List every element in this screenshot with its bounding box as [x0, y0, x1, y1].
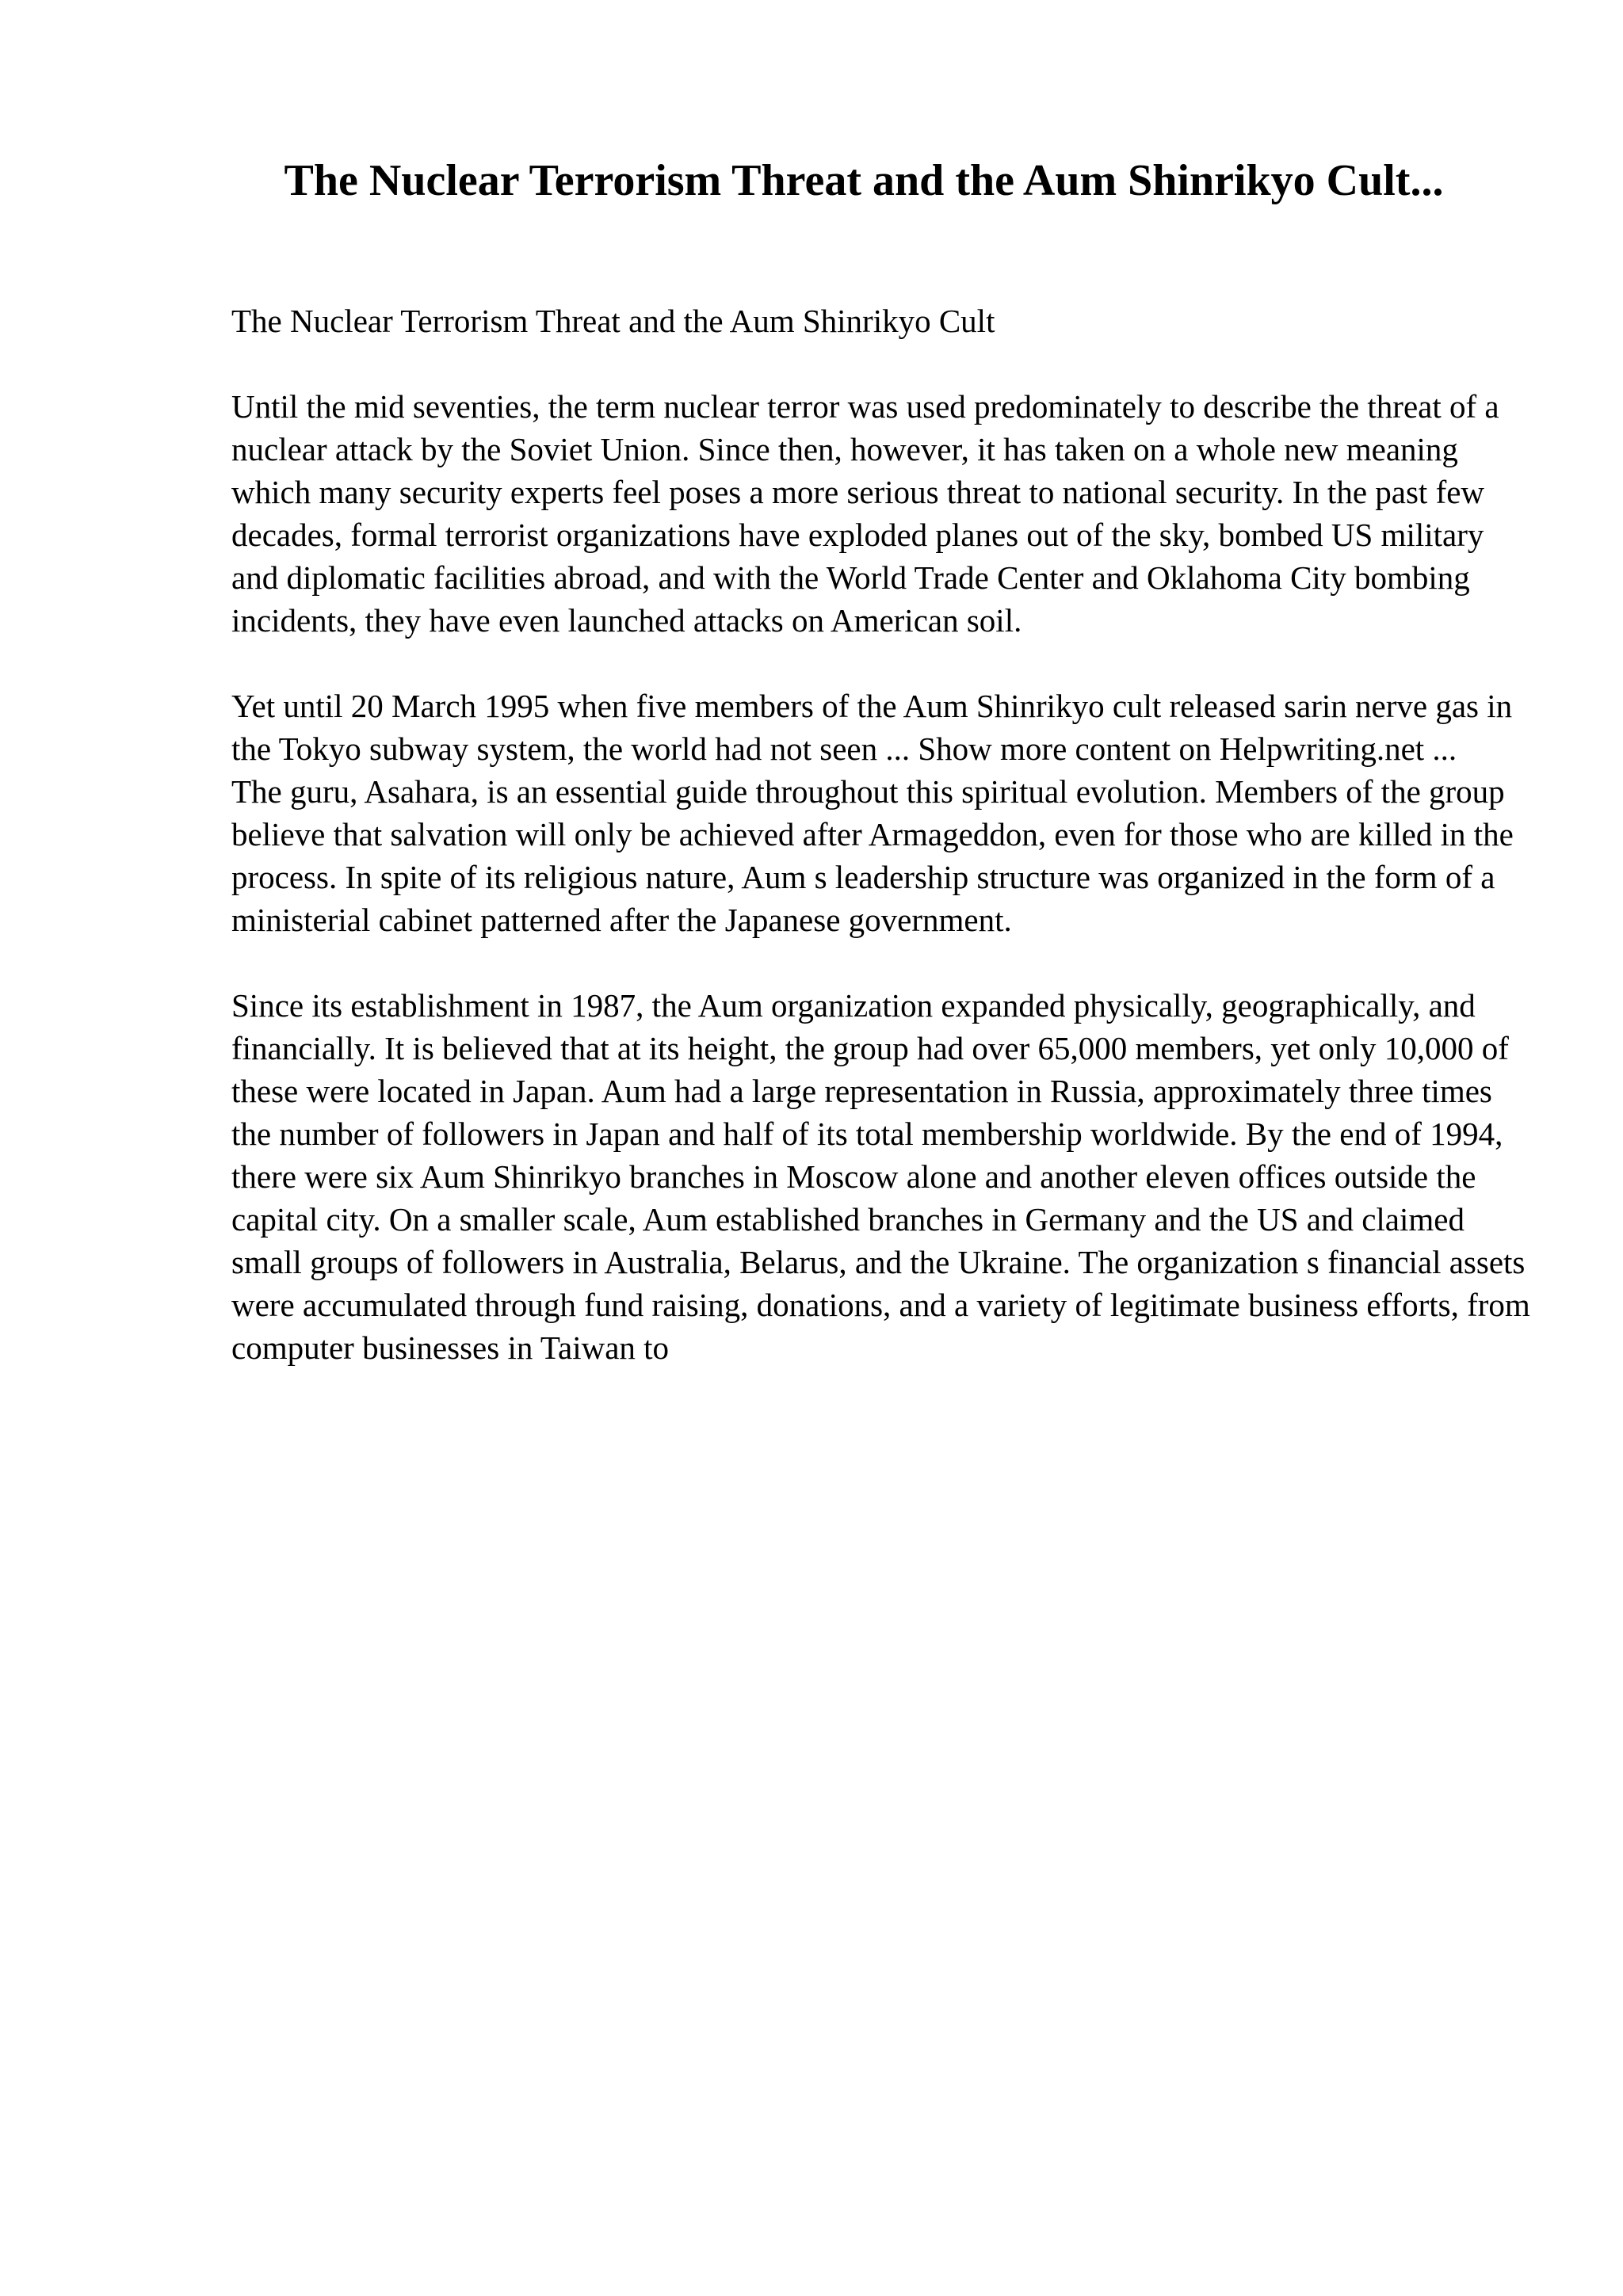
paragraph-2: Yet until 20 March 1995 when five members of the Aum Shinrikyo cult released sarin nerve gas in the Tokyo subway system, the world had not seen ... Show more content on Helpwriting.net ...	[231, 688, 1513, 767]
document-body	[231, 299, 1531, 1369]
document-title: The Nuclear Terrorism Threat and the Aum Shinrikyo Cult...	[284, 156, 1444, 205]
document-subtitle: The Nuclear Terrorism Threat and the Aum Shinrikyo Cult	[231, 303, 995, 339]
paragraph-4: Since its establishment in 1987, the Aum organization expanded physically, geographically, and financially. It is believed that at its height, the group had over 65,000 members, yet only 10,000 of these were located in Japan. Aum had a large representation in Russia, approximately three times the number of followers in Japan and half of its total membership worldwide. By the end of 1994, there were six Aum Shinrikyo branches in Moscow alone and another eleven offices outside the capital city. On a smaller scale, Aum established branches in Germany and the US and claimed small groups of followers in Australia, Belarus, and the Ukraine. The organization s financial assets were accumulated through fund raising, donations, and a variety of legitimate business efforts, from computer businesses in Taiwan to	[231, 987, 1530, 1366]
paragraph-3: The guru, Asahara, is an essential guide throughout this spiritual evolution. Members of the group believe that salvation will only be achieved after Armageddon, even for those who are killed in the process. In spite of its religious nature, Aum s leadership structure was organized in the form of a ministerial cabinet patterned after the Japanese government.	[231, 773, 1514, 938]
paragraph-1: Until the mid seventies, the term nuclear terror was used predominately to describe the threat of a nuclear attack by the Soviet Union. Since then, however, it has taken on a whole new meaning which many security experts feel poses a more serious threat to national security. In the past few decades, formal terrorist organizations have exploded planes out of the sky, bombed US military and diplomatic facilities abroad, and with the World Trade Center and Oklahoma City bombing incidents, they have even launched attacks on American soil.	[231, 388, 1499, 639]
